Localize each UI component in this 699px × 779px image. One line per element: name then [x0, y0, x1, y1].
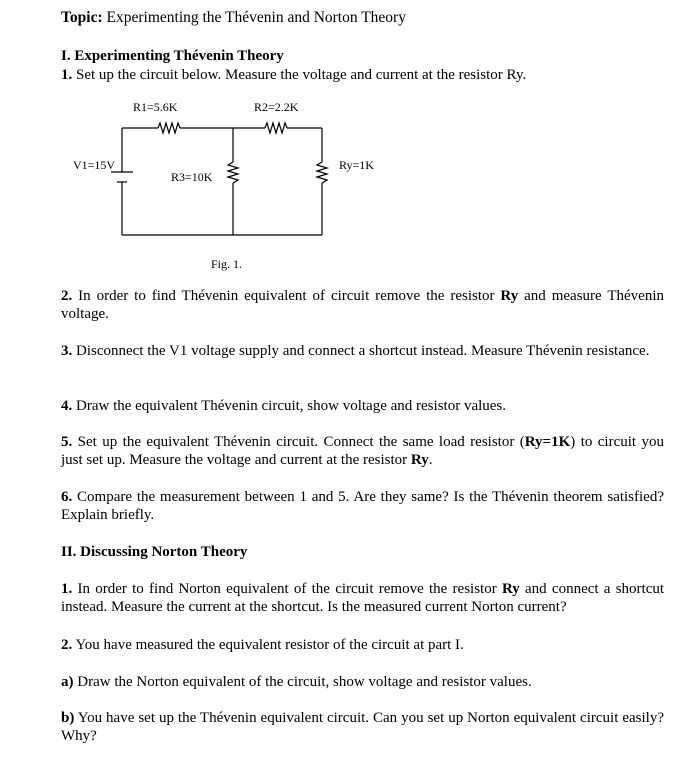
topic-label: Topic:	[61, 9, 103, 26]
step1-text: Set up the circuit below. Measure the voltage and current at the resistor Ry.	[76, 67, 527, 83]
circuit-diagram	[0, 0, 699, 280]
figure-caption: Fig. 1.	[211, 257, 243, 271]
item-5-number: 5.	[61, 434, 73, 450]
resistor-ry	[317, 162, 327, 183]
item-3-number: 3.	[61, 343, 73, 359]
label-r1: R1=5.6K	[133, 100, 178, 114]
norton-item-1: 1. In order to find Norton equivalent of the circuit remove the resistor Ry and connect a shortcut instead. Measure the current at the shortcut. Is the measured current Norton current?	[61, 581, 665, 615]
norton-item-2: 2. You have measured the equivalent resistor of the circuit at part I.	[61, 637, 464, 653]
norton-item-b-number: b)	[61, 710, 75, 726]
label-v1: V1=15V	[73, 158, 116, 172]
resistor-r2	[265, 123, 287, 133]
label-r3: R3=10K	[171, 170, 213, 184]
label-r2: R2=2.2K	[254, 100, 299, 114]
step1-number: 1.	[61, 67, 73, 83]
item-2-number: 2.	[61, 288, 73, 304]
section1-heading: I. Experimenting Thévenin Theory	[61, 48, 284, 64]
norton-item-b: b) You have set up the Thévenin equivalent circuit. Can you set up Norton equivalent circuit easily? Why?	[61, 710, 664, 744]
section2-heading: II. Discussing Norton Theory	[61, 544, 248, 560]
label-ry: Ry=1K	[339, 158, 374, 172]
norton-item-2-number: 2.	[61, 637, 73, 653]
item-4-number: 4.	[61, 398, 73, 414]
resistor-r1	[158, 123, 180, 133]
norton-item-a-number: a)	[61, 674, 74, 690]
item-2: 2. In order to find Thévenin equivalent of circuit remove the resistor Ry and measure Thévenin voltage.	[61, 288, 664, 322]
item-3: 3. Disconnect the V1 voltage supply and connect a shortcut instead. Measure Thévenin resistance.	[61, 343, 650, 359]
item-6-number: 6.	[61, 489, 73, 505]
item-4: 4. Draw the equivalent Thévenin circuit, show voltage and resistor values.	[61, 398, 507, 414]
item-6: 6. Compare the measurement between 1 and 5. Are they same? Is the Thévenin theorem satisfied? Explain briefly.	[61, 489, 664, 523]
item-5: 5. Set up the equivalent Thévenin circuit. Connect the same load resistor (Ry=1K) to circuit you just set up. Measure the voltage and current at the resistor Ry.	[61, 434, 664, 468]
norton-item-a: a) Draw the Norton equivalent of the circuit, show voltage and resistor values.	[61, 674, 532, 690]
topic-title: Experimenting the Thévenin and Norton Theory	[106, 9, 406, 26]
norton-item-1-number: 1.	[61, 581, 73, 597]
resistor-r3	[228, 162, 238, 183]
